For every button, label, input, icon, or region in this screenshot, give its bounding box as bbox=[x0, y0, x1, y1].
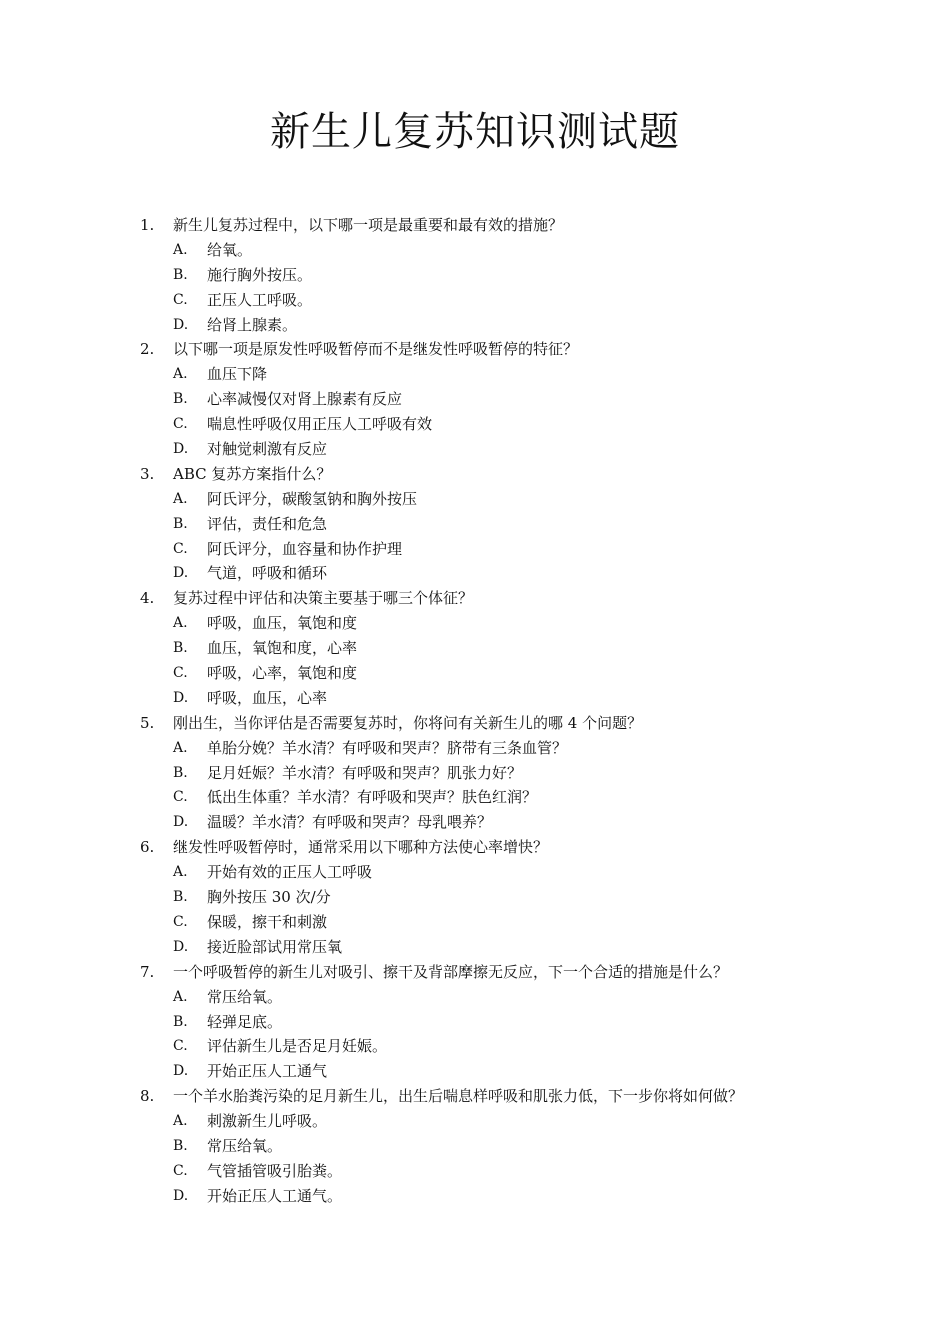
option-letter: A. bbox=[173, 1113, 188, 1130]
question-text: 一个呼吸暂停的新生儿对吸引、擦干及背部摩擦无反应，下一个合适的措施是什么？ bbox=[173, 962, 729, 981]
option-text: 保暖，擦干和刺激 bbox=[207, 912, 328, 931]
question-list bbox=[140, 213, 930, 1209]
question-number: 4. bbox=[140, 589, 155, 608]
option-text: 给氧。 bbox=[207, 240, 253, 259]
question-text: 继发性呼吸暂停时，通常采用以下哪种方法使心率增快？ bbox=[173, 838, 549, 857]
question-line bbox=[140, 1084, 930, 1109]
option-item bbox=[140, 487, 930, 512]
option-item bbox=[140, 910, 930, 935]
option-list bbox=[140, 487, 930, 587]
option-item bbox=[140, 935, 930, 960]
option-letter: B. bbox=[173, 1137, 188, 1154]
question-line bbox=[140, 960, 930, 985]
option-letter: D. bbox=[173, 689, 189, 706]
option-letter: B. bbox=[173, 1013, 188, 1030]
option-text: 单胎分娩？羊水清？有呼吸和哭声？脐带有三条血管？ bbox=[207, 738, 568, 757]
question-item bbox=[140, 337, 930, 461]
question-item bbox=[140, 711, 930, 835]
option-text: 呼吸，心率，氧饱和度 bbox=[207, 664, 358, 683]
question-line bbox=[140, 711, 930, 736]
option-item bbox=[140, 636, 930, 661]
question-number: 1. bbox=[140, 216, 155, 234]
question-line bbox=[140, 586, 930, 611]
option-item bbox=[140, 362, 930, 387]
option-item bbox=[140, 313, 930, 338]
option-text: 温暖？羊水清？有呼吸和哭声？母乳喂养？ bbox=[207, 813, 493, 832]
option-text: 给肾上腺素。 bbox=[207, 315, 298, 334]
question-line bbox=[140, 213, 930, 238]
option-letter: A. bbox=[173, 366, 188, 383]
option-text: 评估，责任和危急 bbox=[207, 514, 328, 533]
question-item bbox=[140, 835, 930, 959]
question-text: 新生儿复苏过程中，以下哪一项是最重要和最有效的措施？ bbox=[173, 216, 564, 234]
question-item bbox=[140, 960, 930, 1084]
option-item bbox=[140, 387, 930, 412]
option-item bbox=[140, 537, 930, 562]
option-item bbox=[140, 736, 930, 761]
question-line bbox=[140, 835, 930, 860]
option-text: 血压下降 bbox=[207, 365, 268, 384]
option-text: 胸外按压 30 次/分 bbox=[207, 888, 331, 907]
option-item bbox=[140, 1059, 930, 1084]
option-letter: A. bbox=[173, 241, 188, 258]
option-letter: A. bbox=[173, 739, 188, 756]
question-text: ABC 复苏方案指什么？ bbox=[173, 464, 332, 483]
option-letter: A. bbox=[173, 988, 188, 1005]
option-item bbox=[140, 561, 930, 586]
question-item bbox=[140, 586, 930, 710]
option-letter: C. bbox=[173, 789, 188, 806]
option-letter: D. bbox=[173, 1187, 189, 1204]
option-text: 低出生体重？羊水清？有呼吸和哭声？肤色红润？ bbox=[207, 788, 538, 807]
option-letter: C. bbox=[173, 416, 188, 433]
option-text: 阿氏评分，碳酸氢钠和胸外按压 bbox=[207, 489, 418, 508]
option-text: 开始正压人工通气 bbox=[207, 1062, 328, 1081]
option-text: 常压给氧。 bbox=[207, 1136, 283, 1155]
option-text: 施行胸外按压。 bbox=[207, 265, 313, 284]
option-text: 气管插管吸引胎粪。 bbox=[207, 1161, 343, 1180]
option-text: 呼吸，血压，氧饱和度 bbox=[207, 614, 358, 633]
question-number: 7. bbox=[140, 962, 155, 981]
question-text: 复苏过程中评估和决策主要基于哪三个体征？ bbox=[173, 589, 474, 608]
option-letter: B. bbox=[173, 266, 188, 283]
option-item bbox=[140, 761, 930, 786]
option-item bbox=[140, 437, 930, 462]
option-letter: A. bbox=[173, 615, 188, 632]
option-text: 开始正压人工通气。 bbox=[207, 1186, 343, 1205]
question-number: 8. bbox=[140, 1087, 155, 1106]
option-item bbox=[140, 985, 930, 1010]
option-item bbox=[140, 1109, 930, 1134]
question-text: 以下哪一项是原发性呼吸暂停而不是继发性呼吸暂停的特征？ bbox=[173, 340, 579, 359]
option-list bbox=[140, 736, 930, 836]
option-letter: B. bbox=[173, 515, 188, 532]
option-text: 开始有效的正压人工呼吸 bbox=[207, 863, 373, 882]
option-item bbox=[140, 810, 930, 835]
option-item bbox=[140, 1010, 930, 1035]
option-item bbox=[140, 611, 930, 636]
option-list bbox=[140, 611, 930, 711]
option-letter: C. bbox=[173, 540, 188, 557]
option-text: 阿氏评分，血容量和协作护理 bbox=[207, 539, 403, 558]
option-text: 喘息性呼吸仅用正压人工呼吸有效 bbox=[207, 415, 433, 434]
option-item bbox=[140, 288, 930, 313]
option-letter: D. bbox=[173, 565, 189, 582]
option-text: 足月妊娠？羊水清？有呼吸和哭声？肌张力好？ bbox=[207, 763, 523, 782]
option-list bbox=[140, 860, 930, 960]
question-line bbox=[140, 462, 930, 487]
option-letter: C. bbox=[173, 665, 188, 682]
option-item bbox=[140, 686, 930, 711]
option-letter: D. bbox=[173, 316, 189, 333]
option-item bbox=[140, 1184, 930, 1209]
option-letter: B. bbox=[173, 764, 188, 781]
option-letter: D. bbox=[173, 938, 189, 955]
option-letter: B. bbox=[173, 640, 188, 657]
option-list bbox=[140, 362, 930, 462]
question-line bbox=[140, 337, 930, 362]
option-text: 对触觉刺激有反应 bbox=[207, 440, 328, 459]
option-text: 常压给氧。 bbox=[207, 987, 283, 1006]
question-item bbox=[140, 462, 930, 586]
option-text: 呼吸，血压，心率 bbox=[207, 688, 328, 707]
option-letter: C. bbox=[173, 913, 188, 930]
question-number: 5. bbox=[140, 713, 155, 732]
option-list bbox=[140, 985, 930, 1085]
option-item bbox=[140, 885, 930, 910]
option-text: 轻弹足底。 bbox=[207, 1012, 283, 1031]
option-list bbox=[140, 1109, 930, 1209]
option-letter: D. bbox=[173, 814, 189, 831]
option-item bbox=[140, 512, 930, 537]
option-letter: C. bbox=[173, 1162, 188, 1179]
question-text: 一个羊水胎粪污染的足月新生儿，出生后喘息样呼吸和肌张力低，下一步你将如何做？ bbox=[173, 1087, 744, 1106]
option-letter: D. bbox=[173, 441, 189, 458]
option-letter: A. bbox=[173, 864, 188, 881]
option-item bbox=[140, 860, 930, 885]
option-text: 血压，氧饱和度，心率 bbox=[207, 639, 358, 658]
option-letter: D. bbox=[173, 1063, 189, 1080]
option-item bbox=[140, 661, 930, 686]
option-letter: C. bbox=[173, 291, 188, 308]
option-item bbox=[140, 263, 930, 288]
option-text: 正压人工呼吸。 bbox=[207, 290, 313, 309]
question-text: 刚出生，当你评估是否需要复苏时，你将问有关新生儿的哪 4 个问题？ bbox=[173, 713, 643, 732]
option-letter: B. bbox=[173, 889, 188, 906]
question-number: 2. bbox=[140, 340, 155, 359]
option-item bbox=[140, 1034, 930, 1059]
option-text: 评估新生儿是否足月妊娠。 bbox=[207, 1037, 388, 1056]
question-number: 3. bbox=[140, 464, 155, 483]
option-text: 接近脸部试用常压氧 bbox=[207, 937, 343, 956]
question-number: 6. bbox=[140, 838, 155, 857]
option-letter: B. bbox=[173, 391, 188, 408]
option-text: 刺激新生儿呼吸。 bbox=[207, 1112, 328, 1131]
option-item bbox=[140, 1134, 930, 1159]
question-item bbox=[140, 213, 930, 337]
question-item bbox=[140, 1084, 930, 1208]
option-item bbox=[140, 238, 930, 263]
option-item bbox=[140, 1159, 930, 1184]
option-list bbox=[140, 238, 930, 338]
page-title: 新生儿复苏知识测试题 bbox=[270, 109, 680, 155]
option-text: 心率减慢仅对肾上腺素有反应 bbox=[207, 390, 403, 409]
option-letter: C. bbox=[173, 1038, 188, 1055]
option-item bbox=[140, 412, 930, 437]
option-item bbox=[140, 785, 930, 810]
option-text: 气道，呼吸和循环 bbox=[207, 564, 328, 583]
option-letter: A. bbox=[173, 490, 188, 507]
